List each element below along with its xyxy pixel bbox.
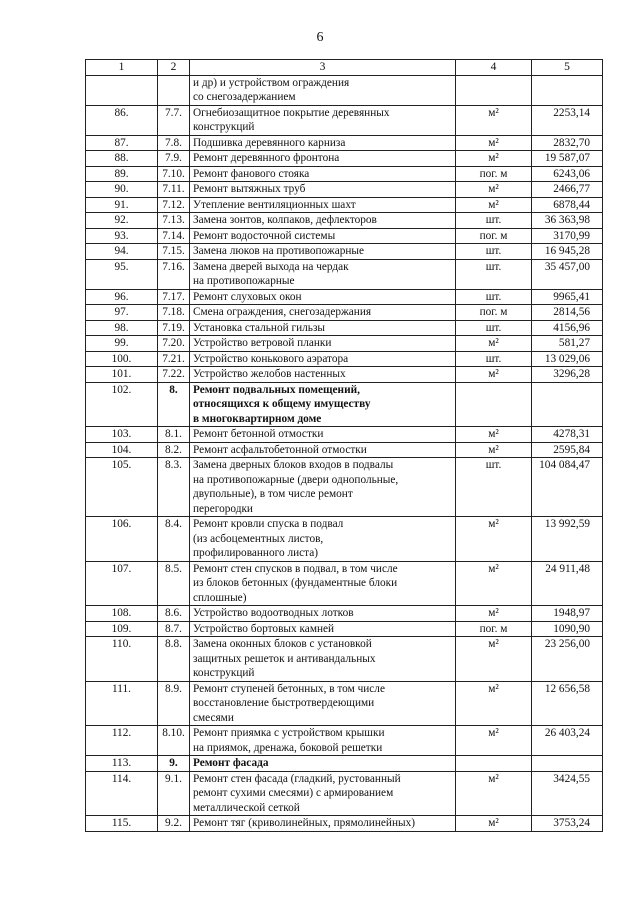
unit-cell: пог. м bbox=[456, 621, 532, 637]
header-col-2: 2 bbox=[158, 60, 190, 76]
work-name-cell: Устройство желобов настенных bbox=[190, 367, 456, 383]
header-col-3: 3 bbox=[190, 60, 456, 76]
row-number-cell: 88. bbox=[86, 151, 158, 167]
item-code-cell: 8.2. bbox=[158, 442, 190, 458]
work-name-cell: Ремонт тяг (криволинейных, прямолинейных) bbox=[190, 816, 456, 832]
table-row bbox=[86, 517, 603, 562]
work-name-cell: Ремонт слуховых окон bbox=[190, 289, 456, 305]
price-cell: 6243,06 bbox=[532, 166, 603, 182]
unit-cell bbox=[456, 756, 532, 772]
unit-cell: м² bbox=[456, 336, 532, 352]
work-name-cell: Ремонт стен фасада (гладкий, рустованный ремонт сухими смесями) с армированием металлической сеткой bbox=[190, 771, 456, 816]
price-cell: 19 587,07 bbox=[532, 151, 603, 167]
unit-cell: м² bbox=[456, 105, 532, 135]
table-row bbox=[86, 320, 603, 336]
work-name-cell: Подшивка деревянного карниза bbox=[190, 135, 456, 151]
table-row bbox=[86, 606, 603, 622]
item-code-cell: 7.16. bbox=[158, 259, 190, 289]
table-row bbox=[86, 182, 603, 198]
row-number-cell: 112. bbox=[86, 726, 158, 756]
item-code-cell: 7.20. bbox=[158, 336, 190, 352]
item-code-cell bbox=[158, 75, 190, 105]
unit-cell: м² bbox=[456, 442, 532, 458]
row-number-cell: 115. bbox=[86, 816, 158, 832]
unit-cell: шт. bbox=[456, 351, 532, 367]
price-cell: 4278,31 bbox=[532, 427, 603, 443]
item-code-cell: 8.8. bbox=[158, 637, 190, 682]
price-cell: 581,27 bbox=[532, 336, 603, 352]
work-name-cell: Ремонт асфальтобетонной отмостки bbox=[190, 442, 456, 458]
work-name-cell: и др) и устройством ограждения со снегозадержанием bbox=[190, 75, 456, 105]
row-number-cell: 96. bbox=[86, 289, 158, 305]
work-name-cell: Устройство ветровой планки bbox=[190, 336, 456, 352]
price-cell: 24 911,48 bbox=[532, 561, 603, 606]
unit-cell: м² bbox=[456, 517, 532, 562]
work-name-cell: Устройство конькового аэратора bbox=[190, 351, 456, 367]
price-cell: 3296,28 bbox=[532, 367, 603, 383]
table-row bbox=[86, 367, 603, 383]
item-code-cell: 7.13. bbox=[158, 213, 190, 229]
row-number-cell: 108. bbox=[86, 606, 158, 622]
price-cell bbox=[532, 382, 603, 427]
price-cell: 16 945,28 bbox=[532, 244, 603, 260]
header-row bbox=[86, 60, 603, 76]
row-number-cell: 92. bbox=[86, 213, 158, 229]
item-code-cell: 9. bbox=[158, 756, 190, 772]
unit-cell: м² bbox=[456, 182, 532, 198]
price-cell: 2832,70 bbox=[532, 135, 603, 151]
work-name-cell: Ремонт фанового стояка bbox=[190, 166, 456, 182]
table-row bbox=[86, 289, 603, 305]
item-code-cell: 7.10. bbox=[158, 166, 190, 182]
row-number-cell: 94. bbox=[86, 244, 158, 260]
work-name-cell: Устройство водоотводных лотков bbox=[190, 606, 456, 622]
row-number-cell: 87. bbox=[86, 135, 158, 151]
price-cell: 13 992,59 bbox=[532, 517, 603, 562]
price-cell: 104 084,47 bbox=[532, 458, 603, 517]
price-cell: 4156,96 bbox=[532, 320, 603, 336]
unit-cell: шт. bbox=[456, 259, 532, 289]
row-number-cell: 109. bbox=[86, 621, 158, 637]
row-number-cell: 101. bbox=[86, 367, 158, 383]
item-code-cell: 8.9. bbox=[158, 681, 190, 726]
item-code-cell: 7.7. bbox=[158, 105, 190, 135]
table-row bbox=[86, 75, 603, 105]
item-code-cell: 7.19. bbox=[158, 320, 190, 336]
row-number-cell: 106. bbox=[86, 517, 158, 562]
item-code-cell: 9.2. bbox=[158, 816, 190, 832]
unit-cell bbox=[456, 382, 532, 427]
price-cell: 13 029,06 bbox=[532, 351, 603, 367]
unit-cell: м² bbox=[456, 606, 532, 622]
work-name-cell: Замена люков на противопожарные bbox=[190, 244, 456, 260]
item-code-cell: 7.9. bbox=[158, 151, 190, 167]
price-cell: 12 656,58 bbox=[532, 681, 603, 726]
price-cell bbox=[532, 756, 603, 772]
table-row bbox=[86, 351, 603, 367]
work-name-cell: Ремонт бетонной отмостки bbox=[190, 427, 456, 443]
header-col-4: 4 bbox=[456, 60, 532, 76]
row-number-cell: 114. bbox=[86, 771, 158, 816]
item-code-cell: 7.11. bbox=[158, 182, 190, 198]
work-name-cell: Ремонт приямка с устройством крышки на приямок, дренажа, боковой решетки bbox=[190, 726, 456, 756]
item-code-cell: 8. bbox=[158, 382, 190, 427]
table-row bbox=[86, 166, 603, 182]
price-cell: 36 363,98 bbox=[532, 213, 603, 229]
work-name-cell: Огнебиозащитное покрытие деревянных конструкций bbox=[190, 105, 456, 135]
table-row bbox=[86, 305, 603, 321]
work-name-cell: Ремонт подвальных помещений, относящихся к общему имуществу в многоквартирном доме bbox=[190, 382, 456, 427]
price-cell: 3170,99 bbox=[532, 228, 603, 244]
table-row bbox=[86, 197, 603, 213]
table-row bbox=[86, 681, 603, 726]
row-number-cell: 102. bbox=[86, 382, 158, 427]
unit-cell: пог. м bbox=[456, 228, 532, 244]
work-name-cell: Замена дверей выхода на чердак на противопожарные bbox=[190, 259, 456, 289]
row-number-cell: 99. bbox=[86, 336, 158, 352]
work-name-cell: Ремонт стен спусков в подвал, в том числе из блоков бетонных (фундаментные блоки сплошные) bbox=[190, 561, 456, 606]
work-name-cell: Ремонт фасада bbox=[190, 756, 456, 772]
price-cell: 3424,55 bbox=[532, 771, 603, 816]
work-name-cell: Установка стальной гильзы bbox=[190, 320, 456, 336]
item-code-cell: 7.18. bbox=[158, 305, 190, 321]
price-cell: 26 403,24 bbox=[532, 726, 603, 756]
row-number-cell: 113. bbox=[86, 756, 158, 772]
price-cell: 35 457,00 bbox=[532, 259, 603, 289]
row-number-cell: 97. bbox=[86, 305, 158, 321]
unit-cell: м² bbox=[456, 561, 532, 606]
header-col-5: 5 bbox=[532, 60, 603, 76]
row-number-cell bbox=[86, 75, 158, 105]
work-name-cell: Смена ограждения, снегозадержания bbox=[190, 305, 456, 321]
item-code-cell: 7.15. bbox=[158, 244, 190, 260]
row-number-cell: 111. bbox=[86, 681, 158, 726]
row-number-cell: 104. bbox=[86, 442, 158, 458]
item-code-cell: 8.7. bbox=[158, 621, 190, 637]
table-row bbox=[86, 816, 603, 832]
unit-cell: м² bbox=[456, 816, 532, 832]
item-code-cell: 8.4. bbox=[158, 517, 190, 562]
table-row bbox=[86, 621, 603, 637]
item-code-cell: 7.17. bbox=[158, 289, 190, 305]
unit-cell: шт. bbox=[456, 458, 532, 517]
work-name-cell: Утепление вентиляционных шахт bbox=[190, 197, 456, 213]
row-number-cell: 100. bbox=[86, 351, 158, 367]
table-row bbox=[86, 771, 603, 816]
table-row bbox=[86, 228, 603, 244]
row-number-cell: 107. bbox=[86, 561, 158, 606]
work-name-cell: Ремонт ступеней бетонных, в том числе восстановление быстротвердеющими смесями bbox=[190, 681, 456, 726]
unit-cell: м² bbox=[456, 151, 532, 167]
row-number-cell: 98. bbox=[86, 320, 158, 336]
table-row bbox=[86, 244, 603, 260]
unit-cell: м² bbox=[456, 637, 532, 682]
item-code-cell: 7.8. bbox=[158, 135, 190, 151]
unit-cell: шт. bbox=[456, 289, 532, 305]
price-cell: 3753,24 bbox=[532, 816, 603, 832]
table-row bbox=[86, 458, 603, 517]
page-number: 6 bbox=[316, 30, 324, 45]
table-row bbox=[86, 259, 603, 289]
table-body bbox=[86, 75, 603, 831]
table-row bbox=[86, 427, 603, 443]
table-row bbox=[86, 382, 603, 427]
table-row bbox=[86, 213, 603, 229]
table-row bbox=[86, 561, 603, 606]
row-number-cell: 90. bbox=[86, 182, 158, 198]
row-number-cell: 86. bbox=[86, 105, 158, 135]
unit-cell: шт. bbox=[456, 320, 532, 336]
unit-cell bbox=[456, 75, 532, 105]
price-table bbox=[85, 59, 603, 832]
item-code-cell: 9.1. bbox=[158, 771, 190, 816]
row-number-cell: 110. bbox=[86, 637, 158, 682]
table-row bbox=[86, 151, 603, 167]
work-name-cell: Замена дверных блоков входов в подвалы на противопожарные (двери однопольные, двупольные), в том числе ремонт перегородки bbox=[190, 458, 456, 517]
unit-cell: м² bbox=[456, 427, 532, 443]
item-code-cell: 8.6. bbox=[158, 606, 190, 622]
row-number-cell: 103. bbox=[86, 427, 158, 443]
item-code-cell: 8.5. bbox=[158, 561, 190, 606]
unit-cell: м² bbox=[456, 197, 532, 213]
table-row bbox=[86, 637, 603, 682]
unit-cell: м² bbox=[456, 681, 532, 726]
work-name-cell: Замена зонтов, колпаков, дефлекторов bbox=[190, 213, 456, 229]
table-row bbox=[86, 756, 603, 772]
unit-cell: шт. bbox=[456, 213, 532, 229]
price-cell: 1090,90 bbox=[532, 621, 603, 637]
work-name-cell: Устройство бортовых камней bbox=[190, 621, 456, 637]
work-name-cell: Ремонт деревянного фронтона bbox=[190, 151, 456, 167]
price-cell: 2466,77 bbox=[532, 182, 603, 198]
price-cell: 2253,14 bbox=[532, 105, 603, 135]
table-row bbox=[86, 336, 603, 352]
unit-cell: м² bbox=[456, 726, 532, 756]
unit-cell: м² bbox=[456, 367, 532, 383]
price-cell: 6878,44 bbox=[532, 197, 603, 213]
item-code-cell: 8.10. bbox=[158, 726, 190, 756]
price-cell bbox=[532, 75, 603, 105]
item-code-cell: 7.14. bbox=[158, 228, 190, 244]
table-row bbox=[86, 726, 603, 756]
row-number-cell: 93. bbox=[86, 228, 158, 244]
table-row bbox=[86, 105, 603, 135]
item-code-cell: 8.1. bbox=[158, 427, 190, 443]
item-code-cell: 7.21. bbox=[158, 351, 190, 367]
price-cell: 1948,97 bbox=[532, 606, 603, 622]
work-name-cell: Ремонт вытяжных труб bbox=[190, 182, 456, 198]
row-number-cell: 89. bbox=[86, 166, 158, 182]
unit-cell: м² bbox=[456, 771, 532, 816]
row-number-cell: 105. bbox=[86, 458, 158, 517]
item-code-cell: 7.22. bbox=[158, 367, 190, 383]
unit-cell: шт. bbox=[456, 244, 532, 260]
work-name-cell: Ремонт водосточной системы bbox=[190, 228, 456, 244]
price-cell: 23 256,00 bbox=[532, 637, 603, 682]
unit-cell: пог. м bbox=[456, 166, 532, 182]
price-cell: 9965,41 bbox=[532, 289, 603, 305]
price-cell: 2814,56 bbox=[532, 305, 603, 321]
item-code-cell: 8.3. bbox=[158, 458, 190, 517]
row-number-cell: 95. bbox=[86, 259, 158, 289]
row-number-cell: 91. bbox=[86, 197, 158, 213]
unit-cell: м² bbox=[456, 135, 532, 151]
item-code-cell: 7.12. bbox=[158, 197, 190, 213]
work-name-cell: Замена оконных блоков с установкой защитных решеток и антивандальных конструкций bbox=[190, 637, 456, 682]
unit-cell: пог. м bbox=[456, 305, 532, 321]
table-row bbox=[86, 135, 603, 151]
price-cell: 2595,84 bbox=[532, 442, 603, 458]
table-row bbox=[86, 442, 603, 458]
header-col-1: 1 bbox=[86, 60, 158, 76]
work-name-cell: Ремонт кровли спуска в подвал (из асбоцементных листов, профилированного листа) bbox=[190, 517, 456, 562]
